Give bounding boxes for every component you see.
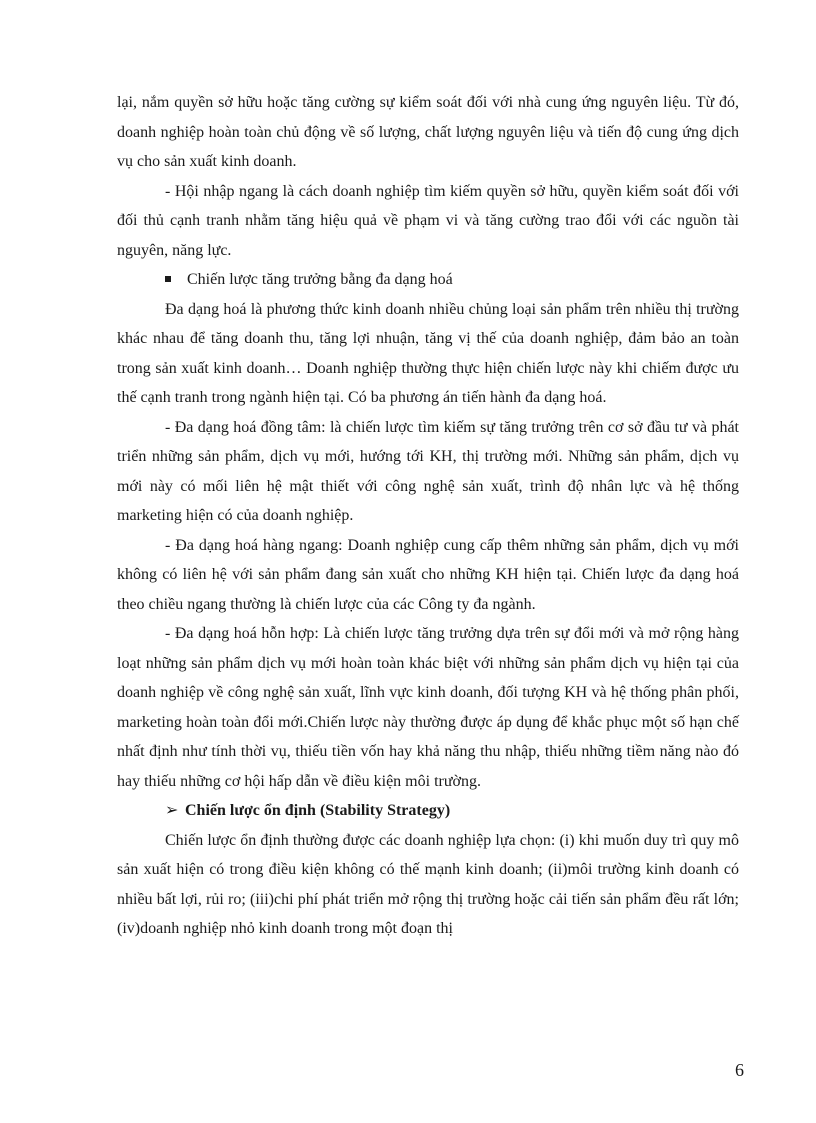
- paragraph-conglomerate-diversification: - Đa dạng hoá hỗn hợp: Là chiến lược tăng trưởng dựa trên sự đổi mới và mở rộng hàng loạt những sản phẩm dịch vụ mới hoàn toàn khác biệt với những sản phẩm dịch vụ hiện tại của doanh nghiệp về công nghệ sản xuất, lĩnh vực kinh doanh, đối tượng KH và hệ thống phân phối, marketing hoàn toàn đổi mới.Chiến lược này thường được áp dụng để khắc phục một số hạn chế nhất định như tính thời vụ, thiếu tiền vốn hay khả năng thu nhập, thiếu những tiềm năng nào đó hay thiếu những cơ hội hấp dẫn về điều kiện môi trường.: [117, 625, 739, 790]
- paragraph-backward-integration-cont: lại, nắm quyền sở hữu hoặc tăng cường sự kiểm soát đối với nhà cung ứng nguyên liệu. Từ đó, doanh nghiệp hoàn toàn chủ động về số lượng, chất lượng nguyên liệu và tiến độ cung ứng dịch vụ cho sản xuất kinh doanh.: [117, 94, 739, 170]
- paragraph-stability-strategy: Chiến lược ổn định thường được các doanh nghiệp lựa chọn: (i) khi muốn duy trì quy mô sản xuất hiện có trong điều kiện không có thế mạnh kinh doanh; (ii)môi trường kinh doanh có nhiều bất lợi, rủi ro; (iii)chi phí phát triển mở rộng thị trường hoặc cải tiến sản phẩm đều rất lớn; (iv)doanh nghiệp nhỏ kinh doanh trong một đoạn thị: [117, 831, 739, 937]
- paragraph-concentric-diversification: - Đa dạng hoá đồng tâm: là chiến lược tìm kiếm sự tăng trưởng trên cơ sở đầu tư và phát triển những sản phẩm, dịch vụ mới, hướng tới KH, thị trường mới. Những sản phẩm, dịch vụ mới này có mối liên hệ mật thiết với công nghệ sản xuất, trình độ nhân lực và hệ thống marketing hiện có của doanh nghiệp.: [117, 418, 739, 524]
- square-bullet-icon: [165, 276, 171, 282]
- arrow-heading-text: Chiến lược ổn định (Stability Strategy): [185, 802, 451, 819]
- bullet-heading-diversification: [117, 265, 739, 295]
- page-number: 6: [735, 1060, 744, 1080]
- arrow-heading-stability: [117, 796, 739, 826]
- paragraph-diversification-intro: Đa dạng hoá là phương thức kinh doanh nhiều chủng loại sản phẩm trên nhiều thị trường khác nhau để tăng doanh thu, tăng lợi nhuận, tăng vị thế của doanh nghiệp, đảm bảo an toàn trong sản xuất kinh doanh… Doanh nghiệp thường thực hiện chiến lược này khi chiếm được ưu thế cạnh tranh trong ngành hiện tại. Có ba phương án tiến hành đa dạng hoá.: [117, 300, 739, 406]
- paragraph-horizontal-diversification: - Đa dạng hoá hàng ngang: Doanh nghiệp cung cấp thêm những sản phẩm, dịch vụ mới không có liên hệ với sản phẩm đang sản xuất cho những KH hiện tại. Chiến lược đa dạng hoá theo chiều ngang thường là chiến lược của các Công ty đa ngành.: [117, 536, 739, 613]
- paragraph-horizontal-integration: - Hội nhập ngang là cách doanh nghiệp tìm kiếm quyền sở hữu, quyền kiểm soát đối với đối thủ cạnh tranh nhằm tăng hiệu quả về phạm vi và tăng cường trao đổi với các nguồn tài nguyên, năng lực.: [117, 182, 739, 259]
- arrow-bullet-icon: ➢: [165, 802, 179, 819]
- bullet-heading-text: Chiến lược tăng trưởng bằng đa dạng hoá: [187, 271, 453, 288]
- body-text: [117, 88, 739, 944]
